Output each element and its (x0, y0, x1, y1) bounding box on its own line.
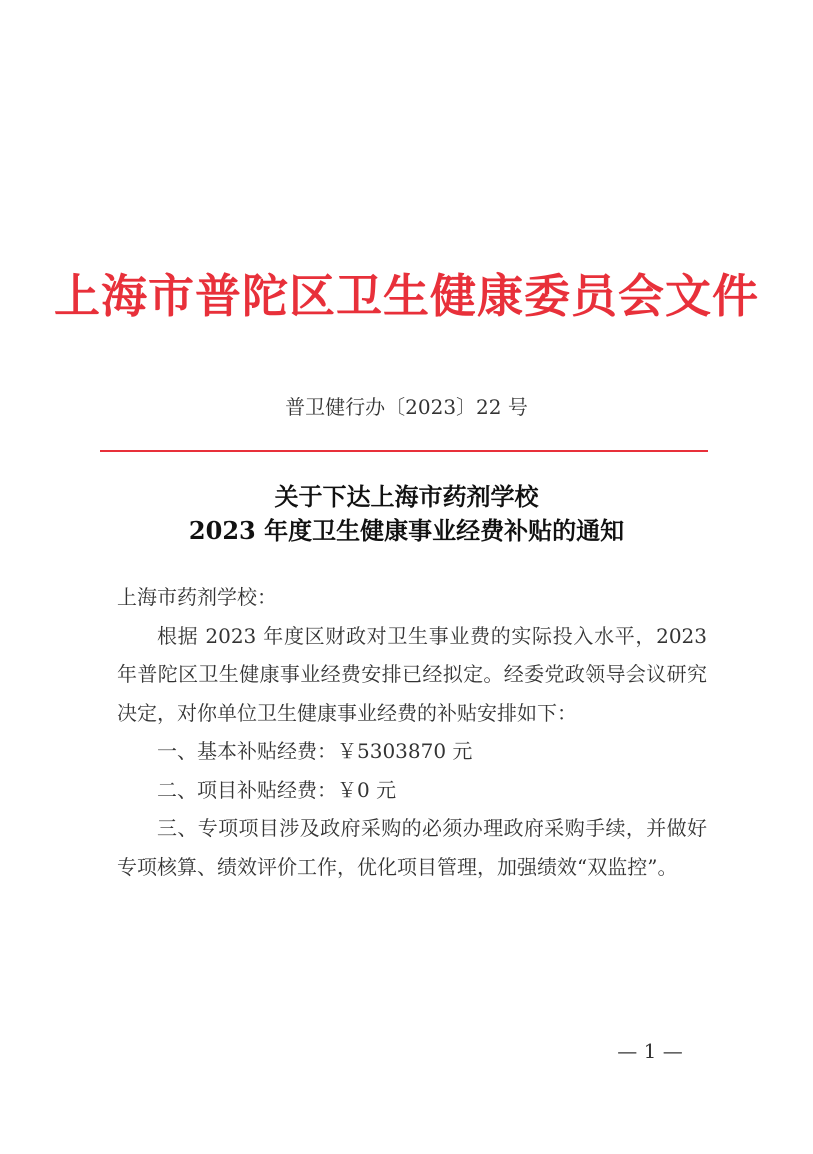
body-paragraph-procurement: 三、专项项目涉及政府采购的必须办理政府采购手续，并做好专项核算、绩效评价工作，优化项目管理，加强绩效“双监控”。 (117, 816, 707, 879)
org-header-title: 上海市普陀区卫生健康委员会文件 (54, 269, 759, 323)
document-title-line-2: 2023 年度卫生健康事业经费补贴的通知 (188, 516, 625, 545)
document-title-line-1: 关于下达上海市药剂学校 (274, 482, 539, 511)
body-paragraph-project-subsidy: 二、项目补贴经费：￥0 元 (157, 777, 397, 802)
page-number: — 1 — (617, 1039, 683, 1063)
document-title (0, 480, 813, 548)
body-paragraph-intro: 根据 2023 年度区财政对卫生事业费的实际投入水平，2023 年普陀区卫生健康事业经费安排已经拟定。经委党政领导会议研究决定，对你单位卫生健康事业经费的补贴安排如下： (117, 623, 707, 725)
document-body (117, 578, 707, 886)
salutation: 上海市药剂学校： (117, 585, 277, 609)
document-number: 普卫健行办〔2023〕22 号 (285, 395, 528, 419)
body-paragraph-basic-subsidy: 一、基本补贴经费：￥5303870 元 (157, 739, 473, 763)
red-divider-line (100, 450, 708, 452)
